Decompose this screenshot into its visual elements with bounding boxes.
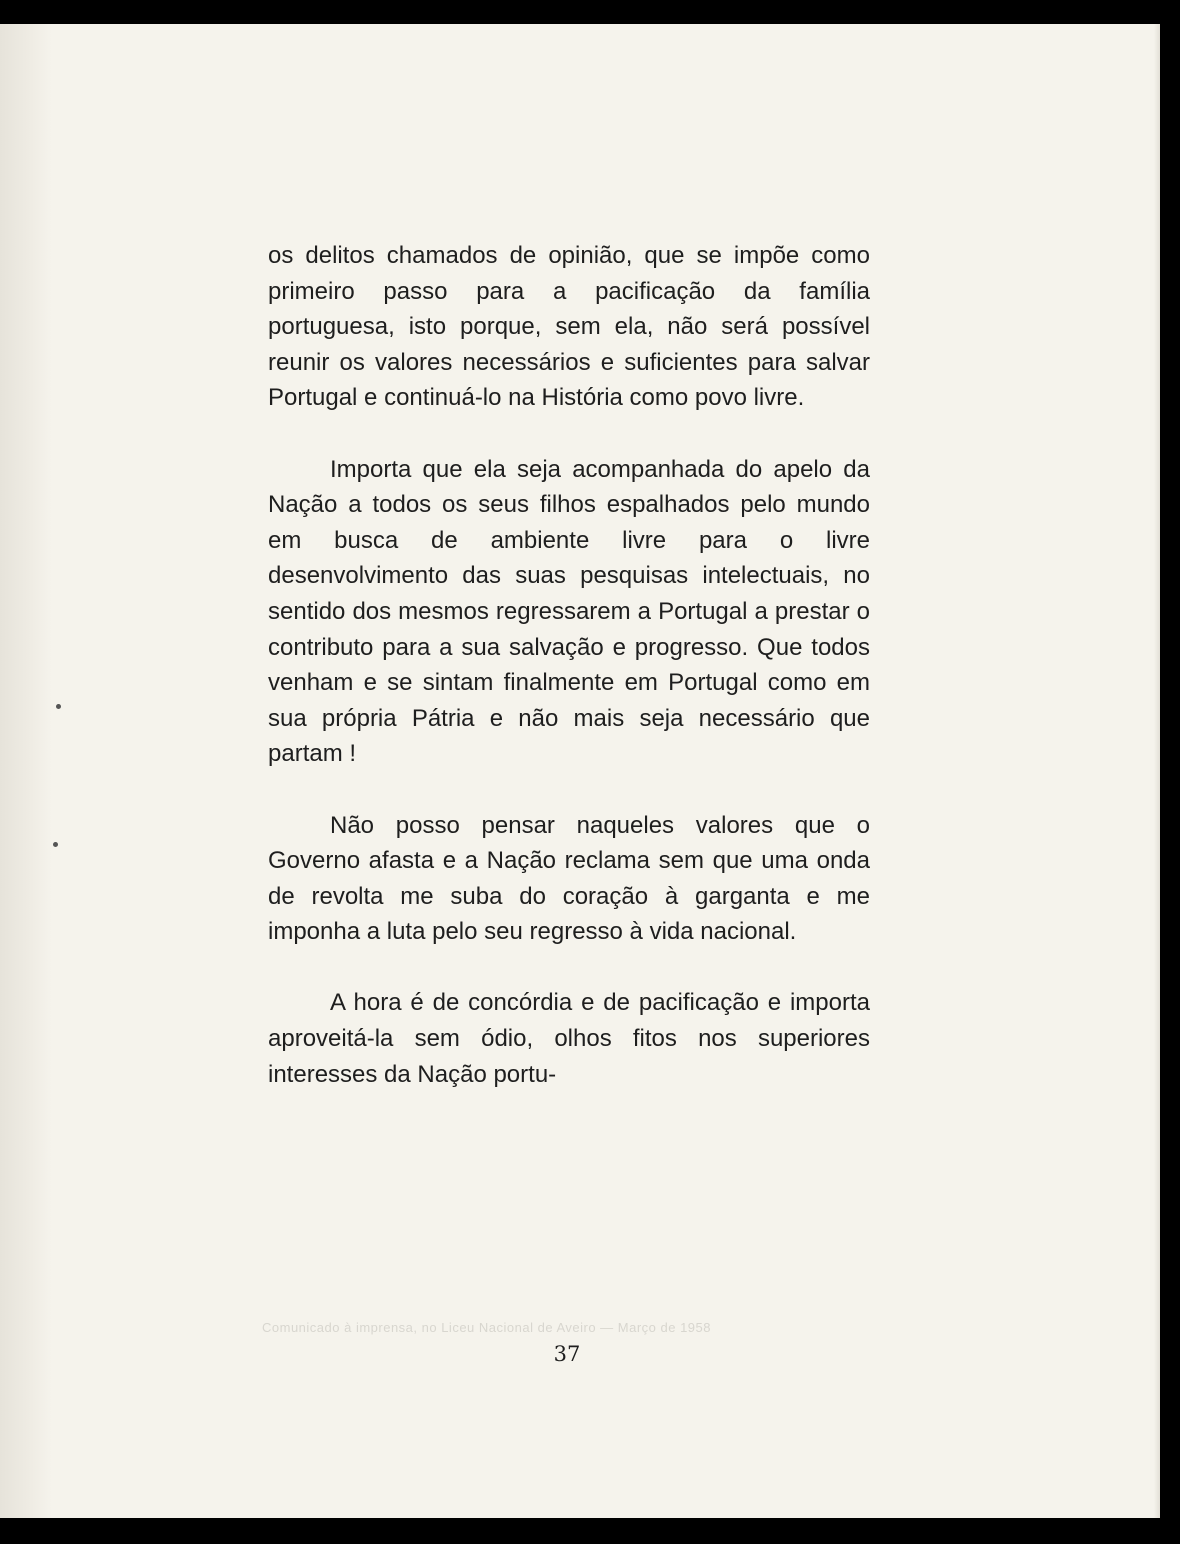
binding-shadow <box>0 24 52 1518</box>
body-text <box>268 238 870 1092</box>
paragraph-1: os delitos chamados de opinião, que se impõe como primeiro passo para a pacificação da família portuguesa, isto porque, sem ela, não será possível reunir os valores necessários e suficientes para salvar Portugal e continuá-lo na História como povo livre. <box>268 242 870 412</box>
bleed-through-text: Comunicado à imprensa, no Liceu Nacional de Aveiro — Março de 1958 <box>262 1320 711 1335</box>
paragraph-2: Importa que ela seja acompanhada do apelo da Nação a todos os seus filhos espalhados pelo mundo em busca de ambiente livre para o livre desenvolvimento das suas pesquisas intelectuais, no sentido dos mesmos regressarem a Portugal a prestar o contributo para a sua salvação e progresso. Que todos venham e se sintam finalmente em Portugal como em sua própria Pátria e não mais seja necessário que partam ! <box>268 455 870 768</box>
page-number: 37 <box>553 1342 581 1366</box>
page-edge-shadow <box>1154 24 1160 1518</box>
book-page <box>0 24 1160 1518</box>
paragraph-4: A hora é de concórdia e de pacificação e importa aproveitá-la sem ódio, olhos fitos nos superiores interesses da Nação portu- <box>268 989 870 1088</box>
margin-speck <box>56 704 61 709</box>
paragraph-3: Não posso pensar naqueles valores que o Governo afasta e a Nação reclama sem que uma onda de revolta me suba do coração à garganta e me imponha a luta pelo seu regresso à vida nacional. <box>268 811 870 946</box>
margin-speck <box>53 842 58 847</box>
